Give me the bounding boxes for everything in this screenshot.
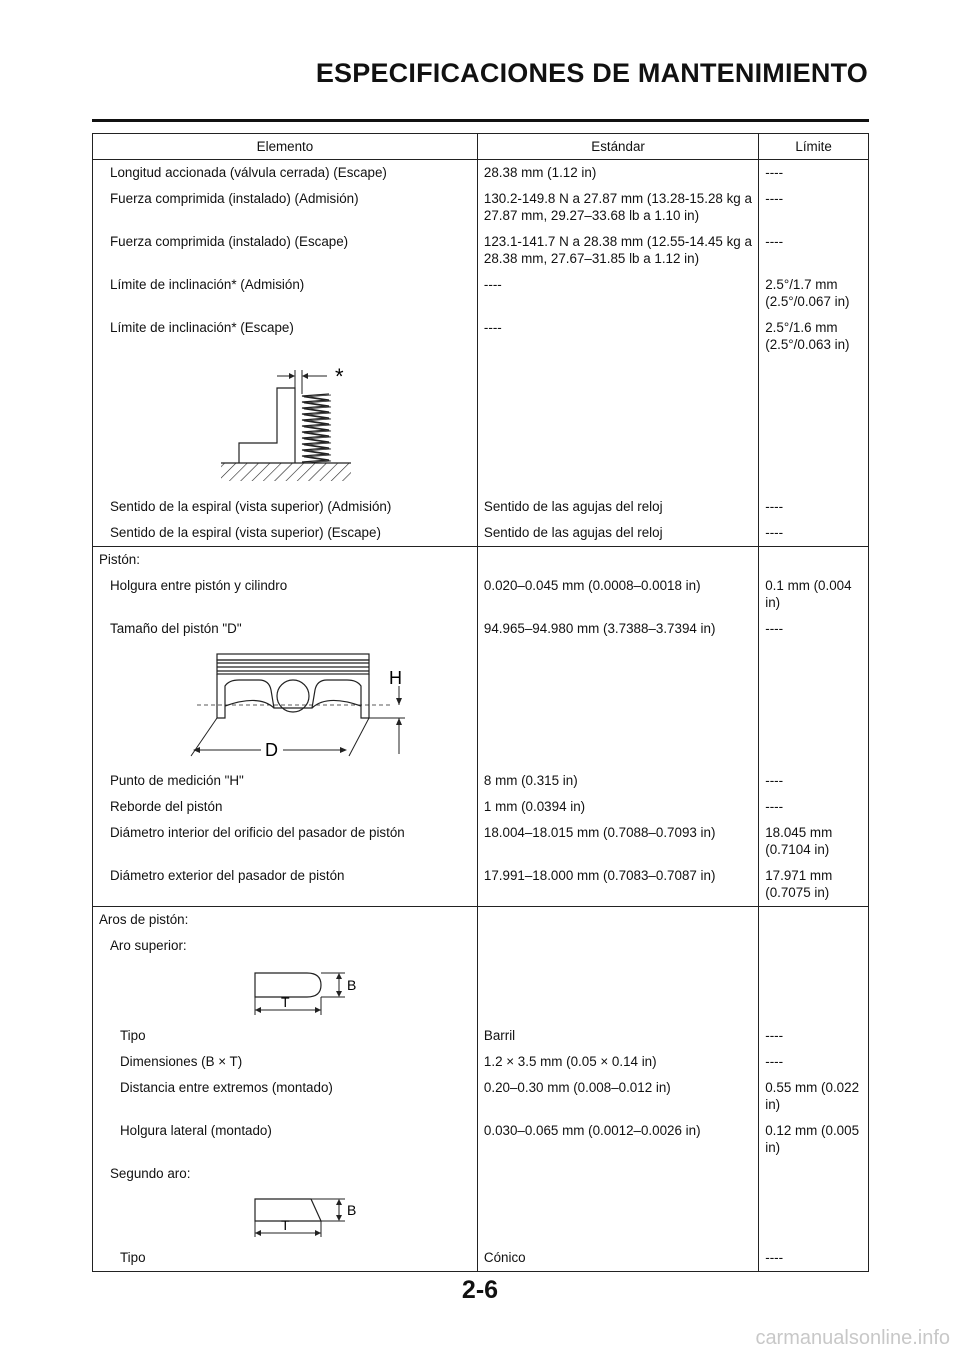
- empty-cell: [759, 933, 869, 959]
- header-estandar: Estándar: [477, 134, 758, 160]
- cell-elemento: Punto de medición "H": [93, 768, 478, 794]
- table-row: [93, 160, 869, 187]
- cell-estandar: 94.965–94.980 mm (3.7388–3.7394 in): [477, 616, 758, 642]
- cell-elemento: Tamaño del pistón "D": [93, 616, 478, 642]
- spec-table: [92, 133, 869, 1272]
- table-header-row: [93, 134, 869, 160]
- figure-row-second-ring: [93, 1187, 869, 1245]
- table-row: [93, 272, 869, 315]
- cell-limite: 0.12 mm (0.005 in): [759, 1118, 869, 1161]
- label-d: D: [265, 740, 278, 760]
- cell-limite: ----: [759, 794, 869, 820]
- cell-estandar: 0.030–0.065 mm (0.0012–0.0026 in): [477, 1118, 758, 1161]
- piston-diagram: [99, 646, 459, 764]
- empty-cell: [759, 1187, 869, 1245]
- table-row: [93, 768, 869, 794]
- title-rule: [92, 119, 869, 122]
- spring-coil-icon: [302, 394, 331, 463]
- table-row: [93, 573, 869, 616]
- figure-row-top-ring: [93, 959, 869, 1023]
- cell-estandar: ----: [477, 272, 758, 315]
- cell-elemento: Holgura lateral (montado): [93, 1118, 478, 1161]
- watermark: carmanualsonline.info: [755, 1327, 950, 1349]
- cell-limite: 17.971 mm (0.7075 in): [759, 863, 869, 907]
- cell-limite: ----: [759, 616, 869, 642]
- header-limite: Límite: [759, 134, 869, 160]
- spring-tilt-diagram: [99, 362, 459, 490]
- square-block: [239, 388, 295, 463]
- cell-limite: 2.5°/1.7 mm (2.5°/0.067 in): [759, 272, 869, 315]
- label-t: T: [281, 994, 290, 1010]
- table-row: [93, 863, 869, 907]
- second-ring-profile-diagram: [99, 1191, 459, 1241]
- cell-estandar: 17.991–18.000 mm (0.7083–0.7087 in): [477, 863, 758, 907]
- cell-estandar: Cónico: [477, 1245, 758, 1272]
- page-title: ESPECIFICACIONES DE MANTENIMIENTO: [315, 58, 868, 88]
- subsection-second-ring: Segundo aro:: [93, 1161, 478, 1187]
- cell-elemento: Longitud accionada (válvula cerrada) (Escape): [93, 160, 478, 187]
- table-row: [93, 229, 869, 272]
- cell-estandar: Barril: [477, 1023, 758, 1049]
- cell-elemento: Distancia entre extremos (montado): [93, 1075, 478, 1118]
- cell-limite: ----: [759, 520, 869, 547]
- empty-cell: [477, 959, 758, 1023]
- empty-cell: [477, 1187, 758, 1245]
- cell-elemento: Límite de inclinación* (Admisión): [93, 272, 478, 315]
- cell-elemento: Límite de inclinación* (Escape): [93, 315, 478, 358]
- cell-limite: ----: [759, 494, 869, 520]
- empty-cell: [759, 547, 869, 574]
- empty-cell: [477, 547, 758, 574]
- cell-estandar: 0.20–0.30 mm (0.008–0.012 in): [477, 1075, 758, 1118]
- cell-estandar: 1 mm (0.0394 in): [477, 794, 758, 820]
- empty-cell: [477, 1161, 758, 1187]
- page-number: 2-6: [461, 1276, 499, 1304]
- cell-estandar: Sentido de las agujas del reloj: [477, 494, 758, 520]
- piston-figure-cell: [93, 642, 478, 768]
- empty-cell: [477, 358, 758, 494]
- cell-limite: ----: [759, 1245, 869, 1272]
- cell-estandar: 18.004–18.015 mm (0.7088–0.7093 in): [477, 820, 758, 863]
- cell-estandar: 0.020–0.045 mm (0.0008–0.0018 in): [477, 573, 758, 616]
- cell-elemento: Diámetro interior del orificio del pasador de pistón: [93, 820, 478, 863]
- empty-cell: [759, 1161, 869, 1187]
- table-row: [93, 794, 869, 820]
- table-row: [93, 494, 869, 520]
- cell-elemento: Reborde del pistón: [93, 794, 478, 820]
- empty-cell: [477, 933, 758, 959]
- section-row: [93, 907, 869, 934]
- table-row: [93, 1075, 869, 1118]
- ring2-figure-cell: [93, 1187, 478, 1245]
- figure-row-piston: [93, 642, 869, 768]
- cell-limite: ----: [759, 160, 869, 187]
- ground-hatch: [221, 463, 351, 481]
- asterisk-label: *: [335, 364, 344, 389]
- cell-limite: 0.1 mm (0.004 in): [759, 573, 869, 616]
- cell-estandar: Sentido de las agujas del reloj: [477, 520, 758, 547]
- ring1-figure-cell: [93, 959, 478, 1023]
- cell-elemento: Diámetro exterior del pasador de pistón: [93, 863, 478, 907]
- cell-elemento: Holgura entre pistón y cilindro: [93, 573, 478, 616]
- table-row: [93, 186, 869, 229]
- label-h: H: [389, 668, 402, 688]
- cell-estandar: 130.2-149.8 N a 27.87 mm (13.28-15.28 kg a 27.87 mm, 29.27–33.68 lb a 1.10 in): [477, 186, 758, 229]
- table-row: [93, 315, 869, 358]
- top-ring-profile-diagram: [99, 963, 459, 1019]
- cell-elemento: Sentido de la espiral (vista superior) (Escape): [93, 520, 478, 547]
- empty-cell: [759, 907, 869, 934]
- section-row: [93, 547, 869, 574]
- label-t: T: [281, 1217, 290, 1233]
- cell-limite: ----: [759, 1049, 869, 1075]
- cell-elemento: Fuerza comprimida (instalado) (Escape): [93, 229, 478, 272]
- cell-limite: 18.045 mm (0.7104 in): [759, 820, 869, 863]
- spring-figure-cell: [93, 358, 478, 494]
- cell-limite: 2.5°/1.6 mm (2.5°/0.063 in): [759, 315, 869, 358]
- cell-elemento: Tipo: [93, 1245, 478, 1272]
- cell-limite: ----: [759, 186, 869, 229]
- cell-estandar: 28.38 mm (1.12 in): [477, 160, 758, 187]
- cell-limite: 0.55 mm (0.022 in): [759, 1075, 869, 1118]
- label-b: B: [347, 1202, 357, 1218]
- cell-estandar: ----: [477, 315, 758, 358]
- cell-limite: ----: [759, 768, 869, 794]
- cell-limite: ----: [759, 1023, 869, 1049]
- section-heading-rings: Aros de pistón:: [93, 907, 478, 934]
- cell-limite: ----: [759, 229, 869, 272]
- cell-elemento: Sentido de la espiral (vista superior) (Admisión): [93, 494, 478, 520]
- piston-body-icon: [217, 654, 369, 718]
- cell-estandar: 1.2 × 3.5 mm (0.05 × 0.14 in): [477, 1049, 758, 1075]
- subsection-top-ring: Aro superior:: [93, 933, 478, 959]
- section-heading-piston: Pistón:: [93, 547, 478, 574]
- table-row: [93, 1049, 869, 1075]
- cell-elemento: Tipo: [93, 1023, 478, 1049]
- cell-estandar: 8 mm (0.315 in): [477, 768, 758, 794]
- header-elemento: Elemento: [93, 134, 478, 160]
- empty-cell: [477, 907, 758, 934]
- table-row: [93, 616, 869, 642]
- cell-estandar: 123.1-141.7 N a 28.38 mm (12.55-14.45 kg a 28.38 mm, 27.67–31.85 lb a 1.12 in): [477, 229, 758, 272]
- table-row: [93, 1245, 869, 1272]
- table-row: [93, 520, 869, 547]
- empty-cell: [477, 642, 758, 768]
- table-row: [93, 1023, 869, 1049]
- subsection-row: [93, 933, 869, 959]
- cell-elemento: Dimensiones (B × T): [93, 1049, 478, 1075]
- empty-cell: [759, 959, 869, 1023]
- table-row: [93, 820, 869, 863]
- figure-row-spring: [93, 358, 869, 494]
- label-b: B: [347, 977, 357, 993]
- empty-cell: [759, 642, 869, 768]
- table-row: [93, 1118, 869, 1161]
- cell-elemento: Fuerza comprimida (instalado) (Admisión): [93, 186, 478, 229]
- empty-cell: [759, 358, 869, 494]
- subsection-row: [93, 1161, 869, 1187]
